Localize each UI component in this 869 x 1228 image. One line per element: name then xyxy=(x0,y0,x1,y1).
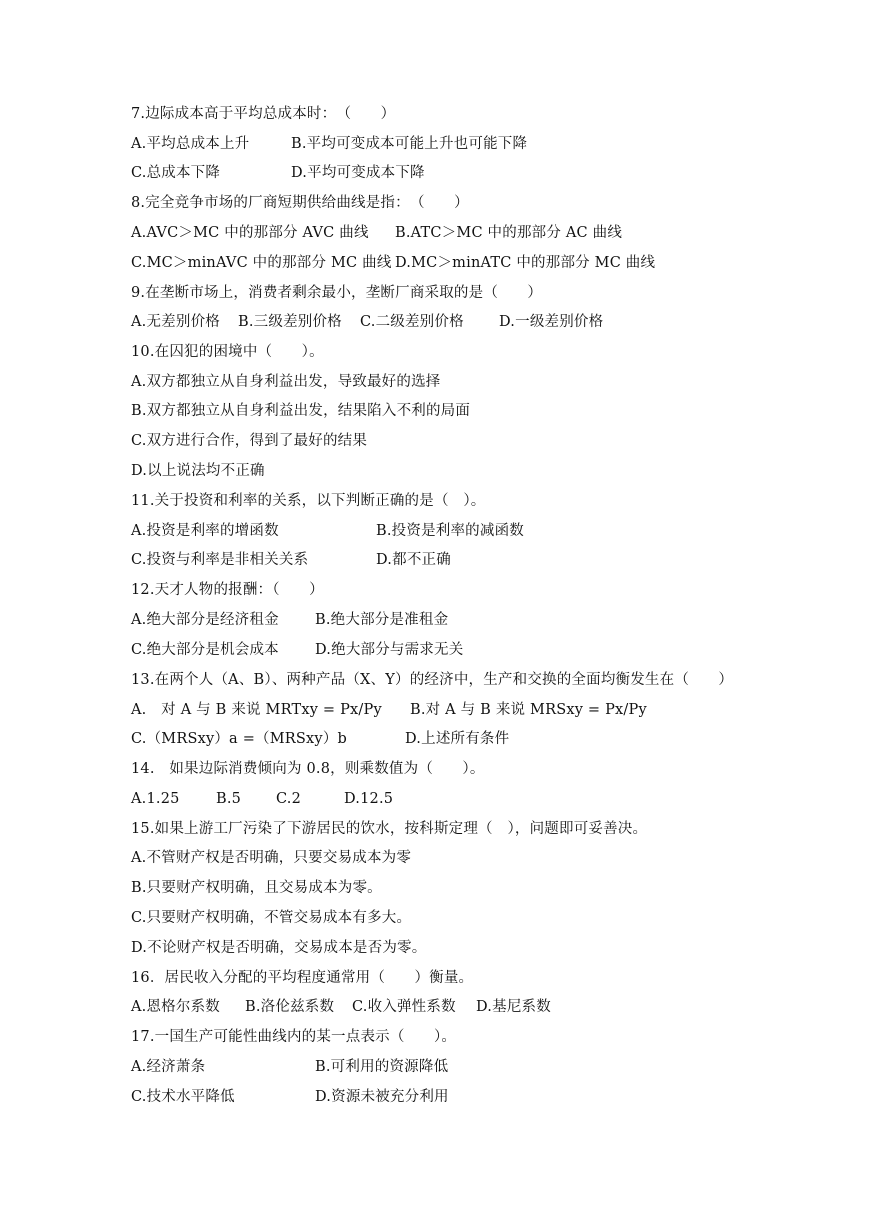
question-11-option-b: B.投资是利率的减函数 xyxy=(376,523,524,539)
question-17-option-b: B.可利用的资源降低 xyxy=(315,1059,449,1075)
question-13-option-d: D.上述所有条件 xyxy=(405,731,510,747)
question-7-option-a: A.平均总成本上升 xyxy=(131,136,250,152)
question-16-option-c: C.收入弹性系数 xyxy=(352,999,456,1015)
question-17-stem: 17.一国生产可能性曲线内的某一点表示（ ）。 xyxy=(131,1029,457,1045)
question-8-option-b: B.ATC＞MC 中的那部分 AC 曲线 xyxy=(395,225,623,241)
question-11-option-d: D.都不正确 xyxy=(376,552,451,568)
question-13-option-c: C.（MRSxy）a =（MRSxy）b xyxy=(131,731,348,747)
question-16-stem: 16．居民收入分配的平均程度通常用（ ）衡量。 xyxy=(131,970,474,986)
question-7-option-c: C.总成本下降 xyxy=(131,165,221,181)
question-14-option-d: D.12.5 xyxy=(344,791,394,807)
question-9-stem: 9.在垄断市场上，消费者剩余最小，垄断厂商采取的是（ ） xyxy=(131,285,543,301)
question-16-option-d: D.基尼系数 xyxy=(476,999,551,1015)
question-9-option-b: B.三级差别价格 xyxy=(238,314,342,330)
question-9-option-a: A.无差别价格 xyxy=(131,314,220,330)
question-8-option-d: D.MC＞minATC 中的那部分 MC 曲线 xyxy=(395,255,656,271)
question-14-option-a: A.1.25 xyxy=(131,791,180,807)
question-11-option-a: A.投资是利率的增函数 xyxy=(131,523,279,539)
question-12-option-c: C.绝大部分是机会成本 xyxy=(131,642,279,658)
question-17-option-d: D.资源未被充分利用 xyxy=(315,1089,449,1105)
question-15-stem: 15.如果上游工厂污染了下游居民的饮水，按科斯定理（ ），问题即可妥善决。 xyxy=(131,821,648,837)
question-15-option-d: D.不论财产权是否明确，交易成本是否为零。 xyxy=(131,940,427,956)
question-14-stem: 14. 如果边际消费倾向为 0.8，则乘数值为（ ）。 xyxy=(131,761,485,777)
question-12-option-d: D.绝大部分与需求无关 xyxy=(315,642,464,658)
question-15-option-b: B.只要财产权明确，且交易成本为零。 xyxy=(131,880,382,896)
question-15-option-a: A.不管财产权是否明确，只要交易成本为零 xyxy=(131,850,412,866)
question-10-option-b: B.双方都独立从自身利益出发，结果陷入不利的局面 xyxy=(131,403,471,419)
question-9-option-d: D.一级差别价格 xyxy=(499,314,604,330)
question-7-option-d: D.平均可变成本下降 xyxy=(291,165,425,181)
question-11-option-c: C.投资与利率是非相关关系 xyxy=(131,552,309,568)
question-16-option-b: B.洛伦兹系数 xyxy=(245,999,335,1015)
question-17-option-c: C.技术水平降低 xyxy=(131,1089,235,1105)
question-12-stem: 12.天才人物的报酬：（ ） xyxy=(131,582,324,598)
question-10-stem: 10.在囚犯的困境中（ ）。 xyxy=(131,344,324,360)
question-14-option-b: B.5 xyxy=(216,791,242,807)
question-15-option-c: C.只要财产权明确，不管交易成本有多大。 xyxy=(131,910,412,926)
question-10-option-c: C.双方进行合作，得到了最好的结果 xyxy=(131,433,368,449)
question-13-option-a: A. 对 A 与 B 来说 MRTxy = Px/Py xyxy=(131,702,382,718)
question-12-option-b: B.绝大部分是准租金 xyxy=(315,612,449,628)
question-14-option-c: C.2 xyxy=(276,791,302,807)
question-10-option-d: D.以上说法均不正确 xyxy=(131,463,265,479)
question-11-stem: 11.关于投资和利率的关系，以下判断正确的是（ ）。 xyxy=(131,493,486,509)
question-10-option-a: A.双方都独立从自身利益出发，导致最好的选择 xyxy=(131,374,441,390)
question-12-option-a: A.绝大部分是经济租金 xyxy=(131,612,279,628)
question-8-option-a: A.AVC＞MC 中的那部分 AVC 曲线 xyxy=(131,225,369,241)
question-16-option-a: A.恩格尔系数 xyxy=(131,999,220,1015)
question-13-stem: 13.在两个人（A、B）、两种产品（X、Y）的经济中，生产和交换的全面均衡发生在（ ） xyxy=(131,672,734,688)
question-9-option-c: C.二级差别价格 xyxy=(360,314,464,330)
question-8-option-c: C.MC＞minAVC 中的那部分 MC 曲线 xyxy=(131,255,392,271)
question-7-stem: 7.边际成本高于平均总成本时： （ ） xyxy=(131,106,396,122)
question-8-stem: 8.完全竞争市场的厂商短期供给曲线是指： （ ） xyxy=(131,195,469,211)
question-7-option-b: B.平均可变成本可能上升也可能下降 xyxy=(291,136,528,152)
question-17-option-a: A.经济萧条 xyxy=(131,1059,206,1075)
question-13-option-b: B.对 A 与 B 来说 MRSxy = Px/Py xyxy=(410,702,647,718)
